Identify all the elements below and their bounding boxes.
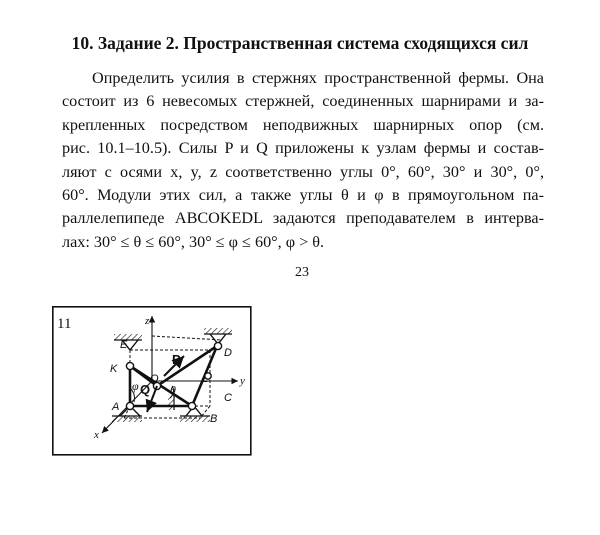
page-title: 10. Задание 2. Пространственная система сходящихся сил bbox=[71, 33, 529, 53]
node-label-a: A bbox=[112, 401, 120, 413]
angle-label-phi: φ bbox=[132, 379, 139, 393]
axis-label-z: z bbox=[145, 315, 150, 327]
paragraph-line: Определить усилия в стержнях пространственной фермы. Она bbox=[92, 69, 544, 87]
node-label-b: B bbox=[210, 413, 218, 425]
figure-number: 11 bbox=[57, 316, 72, 332]
node-label-c: C bbox=[224, 392, 232, 404]
problem-statement bbox=[62, 67, 544, 254]
axis-label-x: x bbox=[94, 429, 99, 441]
paragraph-line: раллелепипеде ABCOKEDL задаются преподавателем в интерва- bbox=[62, 209, 544, 228]
node-label-e: E bbox=[120, 339, 128, 351]
truss-diagram bbox=[52, 306, 252, 456]
force-label-p: P bbox=[172, 352, 181, 367]
paragraph-line: 60°. Модули этих сил, а также углы θ и φ в прямоугольном па- bbox=[62, 185, 544, 204]
node-label-l: L bbox=[202, 373, 209, 385]
paragraph-line: крепленных посредством неподвижных шарнирных опор (см. bbox=[62, 115, 544, 134]
truss-figure bbox=[52, 306, 252, 461]
page-number: 23 bbox=[295, 265, 309, 280]
paragraph-line: ляют с осями x, y, z соответственно углы 0°, 60°, 30° и 30°, 0°, bbox=[62, 162, 544, 181]
paragraph-line: рис. 10.1–10.5). Силы P и Q приложены к узлам фермы и состав- bbox=[62, 139, 544, 158]
paragraph-line: лах: 30° ≤ θ ≤ 60°, 30° ≤ φ ≤ 60°, φ > θ. bbox=[62, 232, 325, 251]
support-e bbox=[114, 334, 142, 350]
angle-label-theta: θ bbox=[170, 383, 176, 397]
node-label-k: K bbox=[110, 363, 118, 375]
force-label-q: Q bbox=[140, 382, 151, 397]
node-label-d: D bbox=[224, 347, 232, 359]
node-label-o: O bbox=[150, 373, 159, 385]
paragraph-line: состоит из 6 невесомых стержней, соединенных шарнирами и за- bbox=[62, 92, 544, 111]
axis-label-y: y bbox=[240, 375, 245, 387]
